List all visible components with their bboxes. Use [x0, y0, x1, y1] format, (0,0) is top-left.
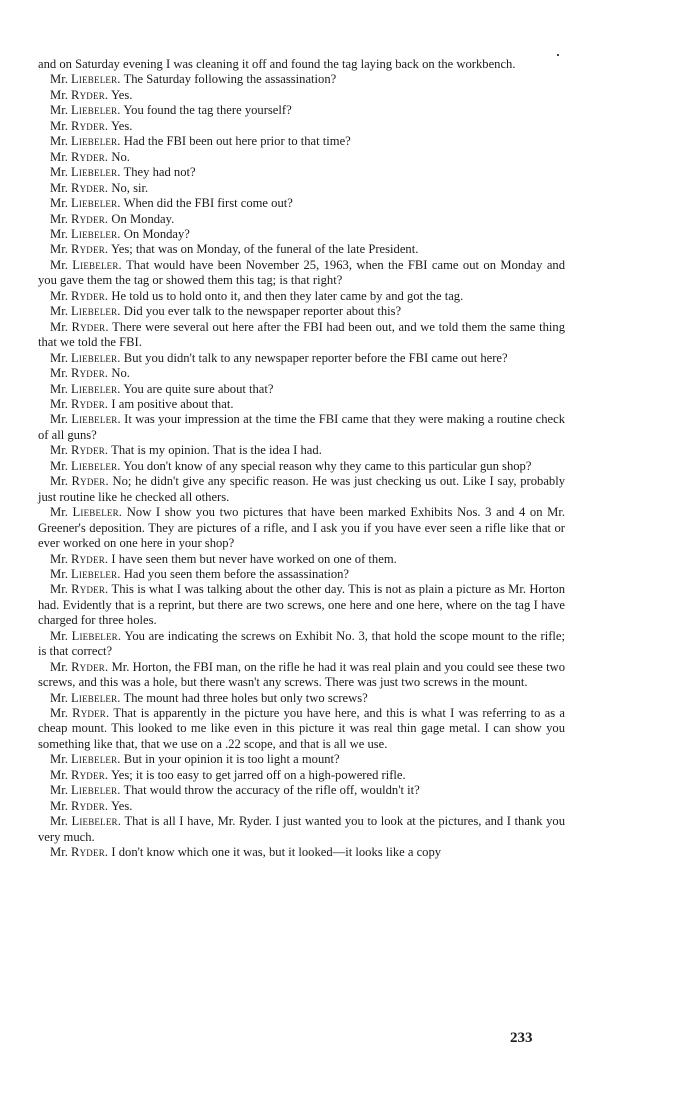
speaker-label: Mr. Liebeler. — [50, 752, 121, 767]
speaker-label: Mr. Ryder. — [50, 582, 109, 597]
testimony-paragraph — [38, 552, 565, 567]
testimony-paragraph — [38, 582, 565, 628]
speaker-label: Mr. Liebeler. — [50, 783, 121, 798]
speaker-label: Mr. Liebeler. — [50, 505, 123, 520]
testimony-paragraph — [38, 567, 565, 582]
testimony-paragraph — [38, 304, 565, 319]
testimony-text: That is my opinion. That is the idea I had. — [111, 443, 322, 458]
speaker-label: Mr. Ryder. — [50, 474, 109, 489]
testimony-paragraph — [38, 691, 565, 706]
testimony-text: When did the FBI first come out? — [123, 196, 293, 211]
testimony-paragraph — [38, 351, 565, 366]
testimony-paragraph — [38, 134, 565, 149]
testimony-text: Now I show you two pictures that have been marked Exhibits Nos. 3 and 4 on Mr. Greener's deposition. They are pictures of a rifle, and I ask you if you have ever seen a rifle like that or ever worked on one here in your shop? — [38, 505, 565, 551]
speaker-label: Mr. Ryder. — [50, 706, 110, 721]
testimony-paragraph — [38, 103, 565, 118]
testimony-paragraph — [38, 88, 565, 103]
testimony-paragraph — [38, 459, 565, 474]
testimony-paragraph — [38, 196, 565, 211]
testimony-text: On Monday? — [123, 226, 190, 241]
testimony-text: The Saturday following the assassination? — [123, 72, 337, 87]
speaker-label: Mr. Liebeler. — [50, 196, 121, 211]
speaker-label: Mr. Ryder. — [50, 87, 109, 102]
testimony-text: You found the tag there yourself? — [123, 103, 292, 118]
speaker-label: Mr. Ryder. — [50, 118, 109, 133]
testimony-paragraph — [38, 212, 565, 227]
speaker-label: Mr. Liebeler. — [50, 226, 121, 241]
testimony-paragraph — [38, 814, 565, 845]
page-number: 233 — [510, 1030, 533, 1046]
speaker-label: Mr. Ryder. — [50, 211, 109, 226]
testimony-text: On Monday. — [111, 211, 175, 226]
speaker-label: Mr. Liebeler. — [50, 304, 121, 319]
speaker-label: Mr. Liebeler. — [50, 350, 121, 365]
speaker-label: Mr. Ryder. — [50, 551, 109, 566]
speaker-label: Mr. Ryder. — [50, 242, 109, 257]
testimony-paragraph — [38, 242, 565, 257]
testimony-paragraph — [38, 783, 565, 798]
speaker-label: Mr. Liebeler. — [50, 628, 122, 643]
testimony-paragraph — [38, 289, 565, 304]
testimony-paragraphs — [38, 72, 565, 860]
testimony-paragraph — [38, 119, 565, 134]
speaker-label: Mr. Ryder. — [50, 443, 109, 458]
testimony-text: The mount had three holes but only two screws? — [123, 690, 368, 705]
scan-speck — [557, 54, 559, 56]
speaker-label: Mr. Ryder. — [50, 798, 109, 813]
testimony-paragraph — [38, 320, 565, 351]
testimony-text: No. — [111, 149, 130, 164]
testimony-paragraph — [38, 366, 565, 381]
testimony-text: That is apparently in the picture you have here, and this is what I was referring to as a cheap mount. This looked to me like even in this picture it was real thin gage metal. I can show you something like that, that we use on a .22 scope, and that is all we use. — [38, 706, 566, 751]
testimony-paragraph — [38, 660, 565, 691]
testimony-text: But in your opinion it is too light a mount? — [123, 752, 340, 767]
transcript-body — [38, 57, 565, 861]
testimony-text: Yes. — [110, 798, 133, 813]
testimony-text: You are quite sure about that? — [123, 381, 274, 396]
speaker-label: Mr. Ryder. — [50, 149, 109, 164]
testimony-paragraph — [38, 706, 565, 752]
speaker-label: Mr. Liebeler. — [50, 134, 121, 149]
testimony-text: No. — [111, 366, 130, 381]
speaker-label: Mr. Liebeler. — [50, 381, 121, 396]
testimony-text: No, sir. — [111, 180, 149, 195]
testimony-paragraph — [38, 72, 565, 87]
speaker-label: Mr. Ryder. — [50, 845, 109, 860]
testimony-text: This is what I was talking about the other day. This is not as plain a picture as Mr. Horton had. Evidently that is a reprint, but there are two screws, one here and one here, where on the tag I have charged for three holes. — [38, 582, 566, 628]
testimony-text: Had the FBI been out here prior to that time? — [123, 134, 351, 149]
testimony-text: Yes; that was on Monday, of the funeral of the late President. — [110, 242, 419, 257]
speaker-label: Mr. Ryder. — [50, 366, 109, 381]
speaker-label: Mr. Liebeler. — [50, 72, 121, 87]
testimony-paragraph — [38, 227, 565, 242]
testimony-text: Did you ever talk to the newspaper reporter about this? — [123, 304, 402, 319]
testimony-paragraph — [38, 474, 565, 505]
testimony-paragraph — [38, 150, 565, 165]
testimony-paragraph — [38, 799, 565, 814]
speaker-label: Mr. Liebeler. — [50, 458, 121, 473]
testimony-paragraph — [38, 768, 565, 783]
testimony-paragraph — [38, 629, 565, 660]
speaker-label: Mr. Liebeler. — [50, 690, 121, 705]
testimony-text: He told us to hold onto it, and then they later came by and got the tag. — [111, 288, 464, 303]
testimony-text: That would throw the accuracy of the rifle off, wouldn't it? — [123, 783, 420, 798]
testimony-text: I don't know which one it was, but it looked—it looks like a copy — [111, 845, 442, 860]
testimony-text: But you didn't talk to any newspaper reporter before the FBI came out here? — [123, 350, 508, 365]
speaker-label: Mr. Liebeler. — [50, 566, 121, 581]
speaker-label: Mr. Liebeler. — [50, 814, 122, 829]
speaker-label: Mr. Liebeler. — [50, 412, 121, 427]
testimony-text: It was your impression at the time the FBI came that they were making a routine check of all guns? — [38, 412, 565, 442]
speaker-label: Mr. Ryder. — [50, 180, 109, 195]
testimony-paragraph — [38, 165, 565, 180]
testimony-text: They had not? — [123, 165, 196, 180]
testimony-paragraph — [38, 397, 565, 412]
testimony-text: I am positive about that. — [111, 396, 234, 411]
testimony-paragraph — [38, 258, 565, 289]
continuation-paragraph: and on Saturday evening I was cleaning it off and found the tag laying back on the workbench. — [38, 57, 516, 71]
speaker-label: Mr. Liebeler. — [50, 103, 121, 118]
testimony-paragraph — [38, 181, 565, 196]
speaker-label: Mr. Ryder. — [50, 659, 109, 674]
speaker-label: Mr. Liebeler. — [50, 165, 121, 180]
testimony-paragraph — [38, 845, 565, 860]
testimony-paragraph — [38, 382, 565, 397]
testimony-text: I have seen them but never have worked on one of them. — [111, 551, 397, 566]
speaker-label: Mr. Ryder. — [50, 319, 109, 334]
speaker-label: Mr. Ryder. — [50, 288, 109, 303]
testimony-text: Yes; it is too easy to get jarred off on a high-powered rifle. — [110, 767, 406, 782]
speaker-label: Mr. Ryder. — [50, 396, 109, 411]
testimony-text: There were several out here after the FBI had been out, and we told them the same thing that we told the FBI. — [38, 319, 565, 350]
testimony-text: Yes. — [110, 118, 133, 133]
testimony-text: That would have been November 25, 1963, when the FBI came out on Monday and you gave them the tag or showed them this tag; is that right? — [38, 257, 566, 288]
testimony-paragraph — [38, 505, 565, 551]
testimony-text: Mr. Horton, the FBI man, on the rifle he had it was real plain and you could see these two screws, and this was a hole, but there wasn't any screws. There was just two screws in the mount. — [38, 659, 565, 690]
testimony-text: You don't know of any special reason why they came to this particular gun shop? — [123, 458, 532, 473]
testimony-paragraph — [38, 412, 565, 443]
testimony-text: Had you seen them before the assassination? — [123, 566, 350, 581]
testimony-text: No; he didn't give any specific reason. He was just checking us out. Like I say, probably just routine like he checked all others. — [38, 474, 566, 504]
testimony-text: That is all I have, Mr. Ryder. I just wanted you to look at the pictures, and I thank you very much. — [38, 814, 566, 844]
testimony-paragraph — [38, 752, 565, 767]
testimony-paragraph — [38, 443, 565, 458]
testimony-text: You are indicating the screws on Exhibit No. 3, that hold the scope mount to the rifle; is that correct? — [38, 628, 566, 659]
testimony-text: Yes. — [110, 87, 133, 102]
speaker-label: Mr. Liebeler. — [50, 257, 122, 272]
speaker-label: Mr. Ryder. — [50, 767, 109, 782]
